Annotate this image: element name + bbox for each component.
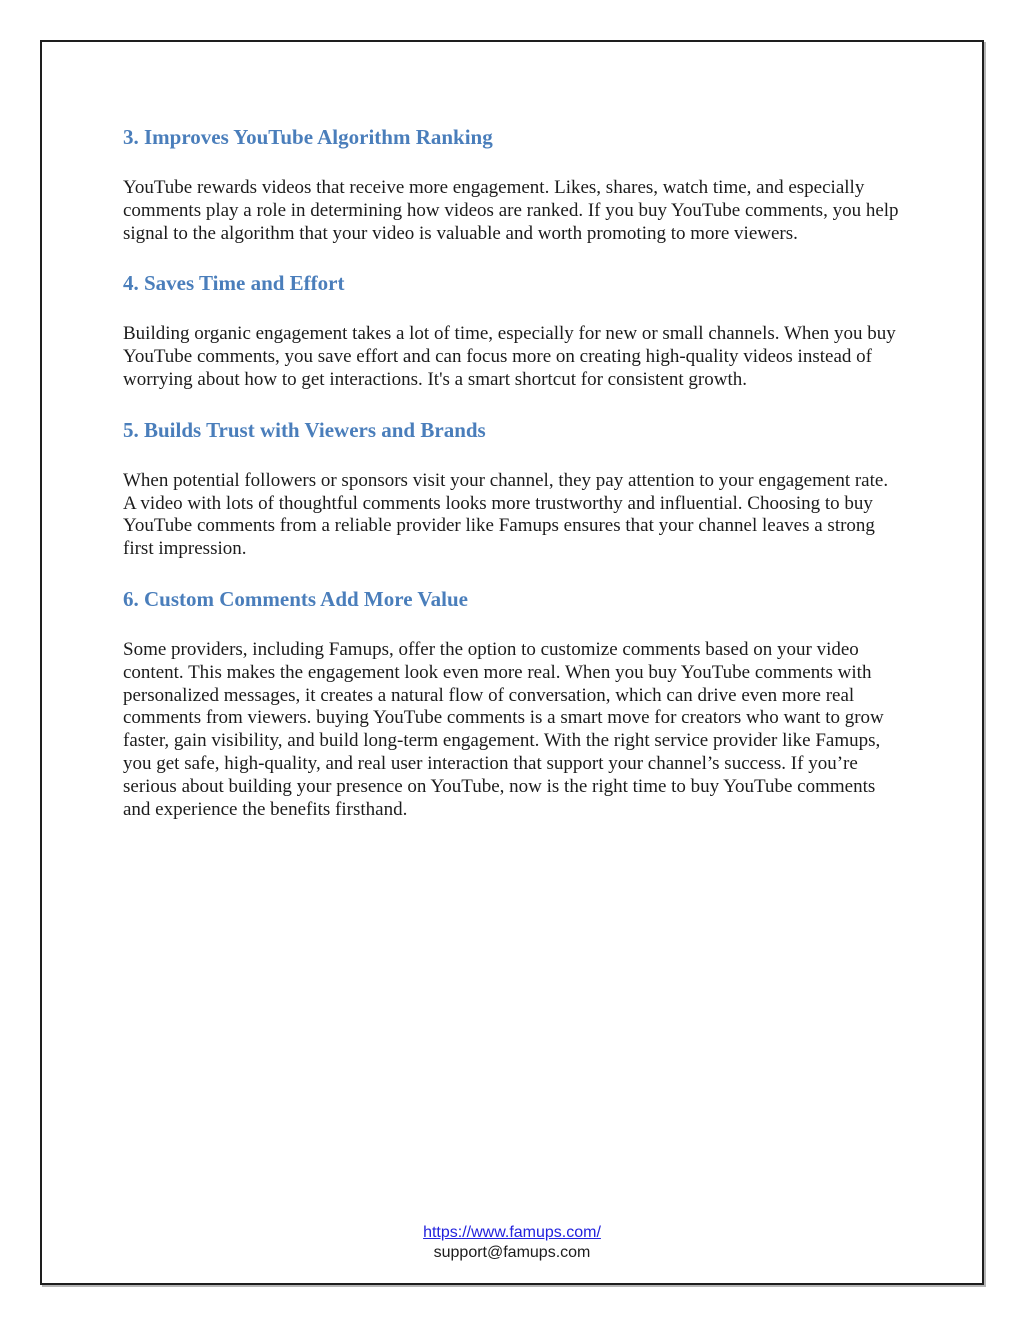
footer-email: support@famups.com bbox=[433, 1244, 591, 1261]
section-heading: 4. Saves Time and Effort bbox=[123, 271, 345, 296]
section-paragraph: Some providers, including Famups, offer the option to customize comments based on your video content. This makes the engagement look even more real. When you buy YouTube comments with personalized messages, it creates a natural flow of conversation, which can drive even more real comments from viewers. buying YouTube comments is a smart move for creators who want to grow faster, gain visibility, and build long-term engagement. With the right service provider like Famups, you get safe, high-quality, and real user interaction that support your channel’s success. If you’re serious about building your presence on YouTube, now is the right time to buy YouTube comments and experience the benefits firsthand. bbox=[123, 638, 884, 820]
section-5-builds-trust bbox=[123, 419, 899, 561]
section-heading: 6. Custom Comments Add More Value bbox=[123, 586, 468, 611]
section-paragraph: Building organic engagement takes a lot of time, especially for new or small channels. When you buy YouTube comments, you save effort and can focus more on creating high-quality videos instead of worrying about how to get interactions. It's a smart shortcut for consistent growth. bbox=[123, 323, 896, 390]
document-page-border bbox=[40, 40, 984, 1285]
section-heading: 3. Improves YouTube Algorithm Ranking bbox=[123, 125, 493, 149]
section-paragraph: When potential followers or sponsors visit your channel, they pay attention to your engagement rate. A video with lots of thoughtful comments looks more trustworthy and influential. Choosing to buy YouTube comments from a reliable provider like Famups ensures that your channel leaves a strong first impression. bbox=[123, 469, 889, 560]
document-content bbox=[42, 42, 982, 821]
section-heading: 5. Builds Trust with Viewers and Brands bbox=[123, 417, 486, 442]
section-3-algorithm-ranking bbox=[123, 126, 899, 245]
section-4-saves-time bbox=[123, 272, 899, 391]
section-paragraph: YouTube rewards videos that receive more engagement. Likes, shares, watch time, and especially comments play a role in determining how videos are ranked. If you buy YouTube comments, you help signal to the algorithm that your video is valuable and worth promoting to more viewers. bbox=[123, 177, 899, 244]
footer-url-link[interactable]: https://www.famups.com/ bbox=[423, 1224, 601, 1241]
page-footer bbox=[42, 1222, 982, 1263]
section-6-custom-comments bbox=[123, 588, 899, 821]
